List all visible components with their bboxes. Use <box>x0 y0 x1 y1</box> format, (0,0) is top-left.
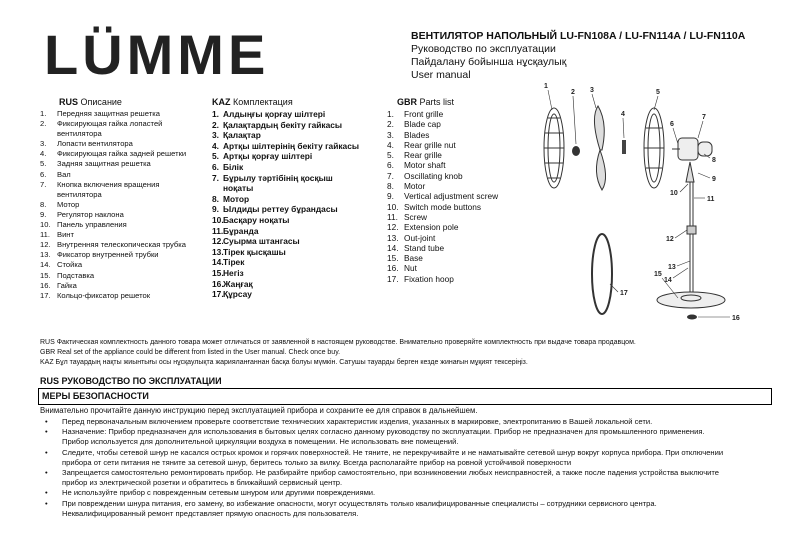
rus-part-item <box>40 109 210 119</box>
part-name: Внутренняя телескопическая трубка <box>57 240 186 250</box>
diagram-label-4: 4 <box>621 111 625 118</box>
gbr-parts-column <box>387 97 537 284</box>
part-number: 16. <box>212 278 224 289</box>
part-name: Fixation hoop <box>404 273 454 284</box>
part-number: 3. <box>212 130 219 141</box>
part-name: Бұранда <box>223 225 259 236</box>
rus-part-item <box>40 291 210 301</box>
part-number <box>40 190 57 200</box>
gbr-part-item <box>387 171 537 181</box>
part-number: 2. <box>212 119 219 130</box>
gbr-part-item <box>387 109 537 119</box>
blades-icon <box>594 106 605 190</box>
part-name: Фиксирующая гайка лопастей <box>57 119 163 129</box>
part-name: Rear grille <box>404 150 442 161</box>
rus-part-item <box>40 170 210 180</box>
kaz-part-item <box>212 268 387 279</box>
part-name: Stand tube <box>404 242 445 253</box>
subtitle-kz: Пайдалану бойынша нұсқаулық <box>411 56 567 68</box>
safety-item <box>40 427 780 447</box>
part-name: Фиксирующая гайка задней решетки <box>57 149 187 159</box>
part-name: Мотор <box>223 193 250 204</box>
part-number: 5. <box>387 150 394 161</box>
part-number: 4. <box>40 149 47 159</box>
part-name: Құрсау <box>223 289 252 300</box>
part-number: 17. <box>40 290 51 300</box>
part-name: Ылдиды реттеу бұрандасы <box>223 204 338 215</box>
part-number: 7. <box>40 179 47 189</box>
diagram-label-17: 17 <box>620 290 628 297</box>
part-name: Motor <box>404 181 426 192</box>
part-number: 17. <box>387 273 399 284</box>
rus-part-item <box>40 210 210 220</box>
diagram-label-10: 10 <box>670 190 678 197</box>
safety-intro: Внимательно прочитайте данную инструкцию перед эксплуатацией прибора и сохраните ее для справок в дальнейшем. <box>40 406 478 415</box>
rear-grille-icon <box>644 108 664 188</box>
part-number: 16. <box>387 263 399 274</box>
rus-part-item <box>40 129 210 139</box>
bullet-icon: • <box>45 468 48 478</box>
part-name: Стойка <box>57 260 83 270</box>
part-name: Blade cap <box>404 119 441 130</box>
part-number: 1. <box>212 109 219 119</box>
part-name: Артқы шілтерінің бекіту гайкасы <box>223 140 360 151</box>
motor-icon <box>672 138 712 160</box>
diagram-label-15: 15 <box>654 271 662 278</box>
safety-item <box>40 488 780 498</box>
gbr-part-item <box>387 160 537 170</box>
rus-parts-heading: RUS Описание <box>59 97 122 107</box>
kaz-part-item <box>212 204 387 215</box>
rus-part-item <box>40 139 210 149</box>
part-name: Қалақтардың бекіту гайкасы <box>223 119 343 130</box>
part-name: Регулятор наклона <box>57 209 124 219</box>
diagram-label-9: 9 <box>712 176 716 183</box>
safety-item-line: При повреждении шнура питания, его замену, во избежание опасности, могут осуществлять только квалифицированные специалисты – сотрудники сервисного центра. <box>62 498 657 508</box>
product-title: ВЕНТИЛЯТОР НАПОЛЬНЫЙ LU-FN108A / LU-FN114A / LU-FN110A <box>411 30 746 42</box>
rus-part-item <box>40 271 210 281</box>
gbr-part-item <box>387 274 537 284</box>
part-number: 11. <box>387 211 398 222</box>
rus-part-item <box>40 190 210 200</box>
part-name: Қалақтар <box>223 130 261 141</box>
part-name: ноқаты <box>223 183 254 194</box>
part-number: 14. <box>40 260 51 270</box>
kaz-part-item <box>212 151 387 162</box>
part-number: 5. <box>212 151 219 162</box>
part-number: 4. <box>212 140 219 151</box>
bullet-icon: • <box>45 447 48 457</box>
bullet-icon: • <box>45 498 48 508</box>
rus-parts-column <box>40 97 210 301</box>
part-name: Фиксатор внутренней трубки <box>57 250 159 260</box>
safety-item <box>40 468 780 488</box>
gbr-part-item <box>387 140 537 150</box>
part-name: Vertical adjustment screw <box>404 191 499 202</box>
part-number: 9. <box>40 209 47 219</box>
part-number: 3. <box>40 139 47 149</box>
safety-item-line: Перед первоначальным включением проверьте соответствие технических характеристик изделия, указанных в маркировке, электропитанию в Вашей локальной сети. <box>62 417 653 426</box>
part-number: 2. <box>387 119 394 130</box>
kaz-parts-column <box>212 97 387 300</box>
part-name: Кольцо-фиксатор решеток <box>57 290 151 300</box>
gbr-part-item <box>387 233 537 243</box>
part-number: 15. <box>387 253 399 264</box>
diagram-label-2: 2 <box>571 89 575 96</box>
nut-icon <box>687 315 697 320</box>
note-gbr: GBR Real set of the appliance could be different from listed in the User manual. Check once buy. <box>40 349 341 356</box>
part-name: Rear grille nut <box>404 139 456 150</box>
diagram-label-7: 7 <box>702 114 706 121</box>
part-number: 13. <box>40 250 51 260</box>
diagram-label-5: 5 <box>656 89 660 96</box>
part-name: Гайка <box>57 280 77 290</box>
part-number: 1. <box>40 109 47 118</box>
kaz-part-item <box>212 194 387 205</box>
part-number: 13. <box>387 232 399 243</box>
part-number: 15. <box>212 267 224 278</box>
diagram-label-6: 6 <box>670 121 674 128</box>
safety-item <box>40 448 780 468</box>
gbr-part-item <box>387 130 537 140</box>
rear-grille-nut-icon <box>622 140 626 154</box>
safety-heading: МЕРЫ БЕЗОПАСНОСТИ <box>38 388 772 405</box>
safety-item <box>40 417 780 427</box>
brand-logo: LÜMME <box>44 23 270 86</box>
note-kaz: KAZ Бұл тауардың нақты жиынтығы осы нұсқаулықта жарияланғаннан басқа болуы мүмкін. Сатушы тауарды берген кезде жинағын мұқият тексеріңіз. <box>40 359 528 366</box>
front-grille-icon <box>544 108 564 188</box>
part-number: 8. <box>212 193 219 204</box>
part-name: Screw <box>404 211 428 222</box>
safety-item-line: Следите, чтобы сетевой шнур не касался острых кромок и горячих поверхностей. Не тяните, не перекручивайте и не наматывайте сетевой шнур вокруг корпуса прибора. При отключении <box>62 447 724 457</box>
part-name: Oscillating knob <box>404 170 463 181</box>
part-number: 6. <box>212 161 219 172</box>
safety-item-line: прибор из электрической розетки и обратитесь в ближайший сервисный центр. <box>62 478 343 488</box>
gbr-part-item <box>387 243 537 253</box>
kaz-part-item <box>212 120 387 131</box>
diagram-label-14: 14 <box>664 277 672 284</box>
part-name: Негіз <box>223 267 244 278</box>
part-name: Blades <box>404 129 430 140</box>
safety-list <box>40 417 780 519</box>
diagram-label-12: 12 <box>666 236 674 243</box>
part-name: Front grille <box>404 109 444 119</box>
rus-part-item <box>40 240 210 250</box>
part-name: Extension pole <box>404 222 459 233</box>
kaz-part-item <box>212 215 387 226</box>
part-name: Бұрылу тәртібінің қосқыш <box>223 172 333 183</box>
part-name: Алдыңғы қорғау шілтері <box>223 109 326 119</box>
kaz-parts-list <box>212 109 387 300</box>
rus-part-item <box>40 230 210 240</box>
rus-part-item <box>40 260 210 270</box>
part-name: Подставка <box>57 270 95 280</box>
fixation-hoop-icon <box>592 234 612 314</box>
part-number: 4. <box>387 139 394 150</box>
safety-item <box>40 499 780 519</box>
document-header <box>411 30 791 82</box>
part-name: Артқы қорғау шілтері <box>223 151 313 162</box>
part-name: Кнопка включения вращения <box>57 179 160 189</box>
safety-item-line: Неквалифицированный ремонт представляет прямую опасность для пользователя. <box>62 508 359 518</box>
part-name: Вал <box>57 169 71 179</box>
part-number: 10. <box>212 214 224 225</box>
gbr-part-item <box>387 263 537 273</box>
part-number: 12. <box>212 236 224 247</box>
subtitle-ru: Руководство по эксплуатации <box>411 43 556 55</box>
gbr-part-item <box>387 202 537 212</box>
part-number: 10. <box>40 220 51 230</box>
rus-part-item <box>40 119 210 129</box>
kaz-part-item <box>212 109 387 120</box>
part-number: 6. <box>40 169 47 179</box>
safety-item-line: Запрещается самостоятельно ремонтировать прибор. Не разбирайте прибор самостоятельно, при возникновении любых неисправностей, а также после падения устройства выключите <box>62 468 720 478</box>
rus-part-item <box>40 149 210 159</box>
part-name: Switch mode buttons <box>404 201 482 212</box>
part-number: 13. <box>212 246 224 257</box>
part-number: 12. <box>40 240 51 250</box>
part-number: 12. <box>387 222 399 233</box>
part-name: Тірек <box>223 257 245 268</box>
part-name: Nut <box>404 263 417 274</box>
part-name: вентилятора <box>57 189 102 199</box>
part-name: Басқару ноқаты <box>223 214 290 225</box>
gbr-part-item <box>387 119 537 129</box>
safety-item-line: Назначение: Прибор предназначен для использования в бытовых целях согласно данному руководству по эксплуатации. Прибор не предназначен для промышленного применения. <box>62 427 705 437</box>
rus-part-item <box>40 250 210 260</box>
diagram-label-1: 1 <box>544 83 548 90</box>
subtitle-en: User manual <box>411 69 471 81</box>
part-name: Задняя защитная решетка <box>57 159 151 169</box>
kaz-part-item <box>212 279 387 290</box>
rus-part-item <box>40 180 210 190</box>
safety-item-line: прибора от сети питания не тяните за сетевой шнур, беритесь только за вилку. Всегда располагайте прибор на ровной устойчивой поверхности <box>62 457 572 467</box>
part-number: 2. <box>40 119 47 129</box>
part-name: Тірек қысқашы <box>223 246 286 257</box>
gbr-part-item <box>387 253 537 263</box>
rus-part-item <box>40 281 210 291</box>
part-number: 7. <box>387 170 394 181</box>
bullet-icon: • <box>45 427 48 437</box>
part-number: 11. <box>40 230 50 240</box>
part-name: Лопасти вентилятора <box>57 139 133 149</box>
part-name: Base <box>404 253 423 264</box>
part-number <box>212 183 223 194</box>
gbr-part-item <box>387 181 537 191</box>
kaz-part-item <box>212 173 387 184</box>
kaz-part-item <box>212 247 387 258</box>
kaz-part-item <box>212 236 387 247</box>
gbr-part-item <box>387 191 537 201</box>
part-name: Мотор <box>57 199 80 209</box>
part-number: 10. <box>387 201 399 212</box>
part-number: 15. <box>40 270 51 280</box>
part-number: 7. <box>212 172 219 183</box>
rus-part-item <box>40 200 210 210</box>
part-number: 16. <box>40 280 51 290</box>
bullet-icon: • <box>45 488 48 498</box>
bullet-icon: • <box>45 417 48 426</box>
diagram-label-3: 3 <box>590 87 594 94</box>
safety-item-line: Не используйте прибор с поврежденным сетевым шнуром или другими повреждениями. <box>62 488 376 498</box>
kaz-part-item <box>212 226 387 237</box>
diagram-label-11: 11 <box>707 196 715 203</box>
part-name: Жаңғақ <box>223 278 253 289</box>
part-name: Out-joint <box>404 232 436 243</box>
kaz-parts-heading: KAZ Комплектация <box>212 97 293 107</box>
gbr-parts-heading: GBR Parts list <box>397 97 455 107</box>
diagram-label-8: 8 <box>712 157 716 164</box>
manual-section-title: RUS РУКОВОДСТВО ПО ЭКСПЛУАТАЦИИ <box>40 376 222 386</box>
kaz-part-item <box>212 289 387 300</box>
safety-item-line: Прибор используется для дополнительной циркуляции воздуха в помещении. Не использовать вне помещений. <box>62 437 459 447</box>
gbr-part-item <box>387 150 537 160</box>
part-name: Панель управления <box>57 220 127 230</box>
stand-pole-icon <box>657 162 725 308</box>
note-rus: RUS Фактическая комплектность данного товара может отличаться от заявленной в настоящем руководстве. Внимательно проверяйте комплектность при выдаче товара продавцом. <box>40 339 636 346</box>
part-number: 9. <box>212 204 219 215</box>
rus-parts-list <box>40 109 210 301</box>
rus-part-item <box>40 220 210 230</box>
part-number: 14. <box>212 257 224 268</box>
kaz-part-item <box>212 141 387 152</box>
gbr-parts-list <box>387 109 537 284</box>
part-number: 3. <box>387 129 394 140</box>
part-name: вентилятора <box>57 129 102 139</box>
part-name: Передняя защитная решетка <box>57 109 160 118</box>
gbr-part-item <box>387 212 537 222</box>
part-number: 14. <box>387 242 399 253</box>
fan-exploded-diagram <box>530 78 775 328</box>
part-number: 8. <box>40 199 47 209</box>
diagram-label-13: 13 <box>668 264 676 271</box>
gbr-part-item <box>387 222 537 232</box>
part-number: 17. <box>212 289 224 300</box>
part-number: 6. <box>387 160 394 171</box>
part-name: Винт <box>57 230 74 240</box>
part-number: 11. <box>212 225 224 236</box>
diagram-label-16: 16 <box>732 315 740 322</box>
blade-cap-icon <box>572 146 580 156</box>
part-name: Суырма штангасы <box>223 236 300 247</box>
part-name: Motor shaft <box>404 160 446 171</box>
kaz-part-item <box>212 257 387 268</box>
part-number: 1. <box>387 109 394 119</box>
kaz-part-item <box>212 130 387 141</box>
part-number: 5. <box>40 159 47 169</box>
kaz-part-item <box>212 183 387 194</box>
rus-part-item <box>40 159 210 169</box>
kaz-part-item <box>212 162 387 173</box>
part-name: Білік <box>223 161 244 172</box>
part-number <box>40 129 57 139</box>
part-number: 8. <box>387 181 394 192</box>
part-number: 9. <box>387 191 394 202</box>
